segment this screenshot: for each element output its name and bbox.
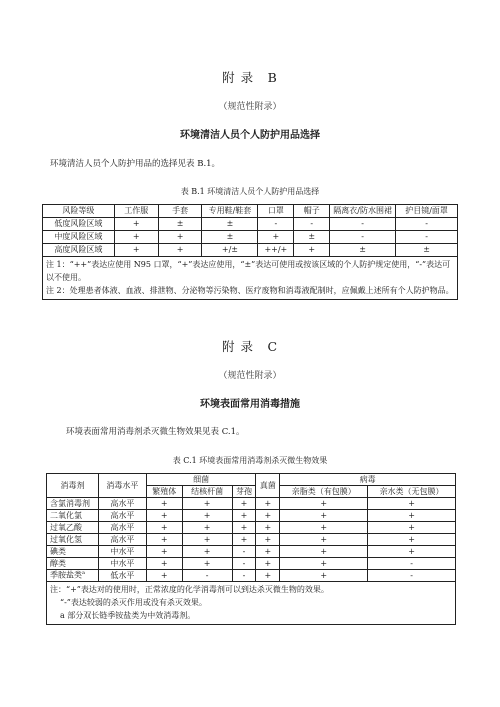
appendix-c-title: 附 录 C bbox=[221, 339, 279, 354]
table-cell: - bbox=[232, 558, 256, 570]
table-cell: + bbox=[182, 510, 232, 522]
table-cell-level: 中水平 bbox=[98, 546, 146, 558]
table-c1-subheader: 结核杆菌 bbox=[182, 486, 232, 498]
table-cell: - bbox=[396, 231, 458, 244]
table-cell: + bbox=[256, 546, 280, 558]
table-row bbox=[47, 546, 456, 558]
table-cell-name: 碘类 bbox=[47, 546, 99, 558]
table-cell: + bbox=[158, 244, 202, 257]
table-c1-note-3: a 部分双长链季铵盐类为中效消毒剂。 bbox=[60, 610, 196, 620]
table-cell-name-text: 季胺盐类 bbox=[50, 570, 82, 580]
table-cell: + bbox=[256, 522, 280, 534]
table-cell: ± bbox=[202, 231, 258, 244]
table-cell: + bbox=[280, 498, 368, 510]
table-cell: + bbox=[182, 522, 232, 534]
table-cell: + bbox=[182, 558, 232, 570]
table-c1-header: 消毒水平 bbox=[98, 474, 146, 498]
table-cell: + bbox=[368, 498, 456, 510]
table-cell: + bbox=[280, 558, 368, 570]
table-cell: + bbox=[280, 534, 368, 546]
table-cell: + bbox=[146, 546, 182, 558]
table-cell: 高度风险区域 bbox=[43, 244, 115, 257]
table-cell: + bbox=[232, 522, 256, 534]
table-cell: ++/+ bbox=[258, 244, 294, 257]
table-b1-header: 口罩 bbox=[258, 205, 294, 218]
table-cell: - bbox=[294, 218, 330, 231]
table-c1-header: 消毒剂 bbox=[47, 474, 99, 498]
table-c1-note-1: 注：“+”表达对的使用时，正常浓度的化学消毒剂可以到达杀灭微生物的效果。 bbox=[50, 585, 329, 594]
table-cell-name: 过氧乙酸 bbox=[47, 522, 99, 534]
table-cell: + bbox=[182, 534, 232, 546]
appendix-b-intro: 环境清洁人员个人防护用品的选择见表 B.1。 bbox=[50, 159, 221, 169]
table-c1-caption: 表 C.1 环境表面常用消毒剂杀灭微生物效果 bbox=[172, 456, 328, 465]
table-cell: - bbox=[232, 546, 256, 558]
table-cell: + bbox=[280, 546, 368, 558]
table-cell: + bbox=[256, 570, 280, 582]
table-b1-notes-row bbox=[43, 257, 458, 300]
table-cell: ± bbox=[202, 218, 258, 231]
table-cell: + bbox=[146, 522, 182, 534]
table-cell: + bbox=[232, 498, 256, 510]
table-cell: + bbox=[368, 510, 456, 522]
table-cell: ± bbox=[396, 244, 458, 257]
table-row bbox=[47, 558, 456, 570]
table-row bbox=[47, 534, 456, 546]
table-b1-header: 隔离衣/防水围裙 bbox=[330, 205, 396, 218]
table-cell: ± bbox=[158, 218, 202, 231]
table-b1-note-1: 注 1：“++”表达应使用 N95 口罩，“+”表达应使用，“±”表达可使用或按该区域的个人防护规定使用，“-”表达可以不使用。 bbox=[46, 260, 451, 282]
table-row bbox=[47, 510, 456, 522]
table-cell: + bbox=[256, 534, 280, 546]
table-c1-subheader: 繁殖体 bbox=[146, 486, 182, 498]
table-cell-name: 过氧化氢 bbox=[47, 534, 99, 546]
table-cell: - bbox=[368, 558, 456, 570]
table-b1-header: 工作服 bbox=[114, 205, 158, 218]
table-b1 bbox=[42, 204, 458, 300]
table-b1-header: 专用鞋/鞋套 bbox=[202, 205, 258, 218]
table-c1-subheader: 芽孢 bbox=[232, 486, 256, 498]
table-b1-header: 手套 bbox=[158, 205, 202, 218]
table-row bbox=[47, 522, 456, 534]
table-row bbox=[43, 244, 458, 257]
table-cell: + bbox=[368, 522, 456, 534]
table-c1-header: 病毒 bbox=[280, 474, 456, 486]
table-cell: + bbox=[256, 558, 280, 570]
table-cell: + bbox=[146, 570, 182, 582]
table-cell-name: 二氧化氯 bbox=[47, 510, 99, 522]
table-cell-level: 高水平 bbox=[98, 498, 146, 510]
table-b1-note-2: 注 2：处理患者体液、血液、排泄物、分泌物等污染物、医疗废物和消毒液配制时，应佩戴上述所有个人防护物品。 bbox=[46, 285, 454, 295]
table-row bbox=[47, 498, 456, 510]
appendix-c-section-title: 环境表面常用消毒措施 bbox=[200, 399, 300, 410]
table-cell: 低度风险区域 bbox=[43, 218, 115, 231]
table-c1-subheader: 亲脂类（有包膜） bbox=[280, 486, 368, 498]
appendix-b-section-title: 环境清洁人员个人防护用品选择 bbox=[180, 130, 320, 141]
table-cell: + bbox=[280, 522, 368, 534]
table-cell: + bbox=[256, 510, 280, 522]
appendix-b-title: 附 录 B bbox=[222, 70, 278, 85]
table-cell: + bbox=[182, 498, 232, 510]
table-cell: - bbox=[182, 570, 232, 582]
table-b1-header: 风险等级 bbox=[43, 205, 115, 218]
table-b1-caption: 表 B.1 环境清洁人员个人防护用品选择 bbox=[180, 187, 320, 196]
table-row bbox=[43, 231, 458, 244]
table-cell-level: 高水平 bbox=[98, 510, 146, 522]
table-b1-header: 护目镜/面罩 bbox=[396, 205, 458, 218]
table-row bbox=[43, 218, 458, 231]
table-cell: + bbox=[258, 231, 294, 244]
table-cell: + bbox=[280, 570, 368, 582]
table-c1-notes bbox=[47, 582, 456, 625]
table-cell: + bbox=[158, 231, 202, 244]
table-cell: + bbox=[232, 510, 256, 522]
table-cell: - bbox=[330, 218, 396, 231]
table-c1-header-row bbox=[47, 474, 456, 486]
table-cell-name: 醇类 bbox=[47, 558, 99, 570]
table-c1 bbox=[46, 473, 456, 625]
table-cell-level: 高水平 bbox=[98, 534, 146, 546]
table-b1-header-row bbox=[43, 205, 458, 218]
table-cell: - bbox=[232, 570, 256, 582]
table-c1-subheader: 亲水类（无包膜） bbox=[368, 486, 456, 498]
table-cell: + bbox=[114, 218, 158, 231]
table-c1-header: 细菌 bbox=[146, 474, 256, 486]
table-cell: + bbox=[232, 534, 256, 546]
table-cell: - bbox=[396, 218, 458, 231]
footnote-marker: a bbox=[82, 570, 85, 577]
table-cell: + bbox=[368, 546, 456, 558]
table-row bbox=[47, 570, 456, 582]
table-c1-note-2: “-”表达较弱的杀灭作用或没有杀灭效果。 bbox=[60, 597, 207, 607]
table-c1-notes-row bbox=[47, 582, 456, 625]
table-cell: + bbox=[294, 244, 330, 257]
table-cell: + bbox=[146, 558, 182, 570]
table-cell: + bbox=[256, 498, 280, 510]
table-cell: ± bbox=[330, 244, 396, 257]
table-cell-level: 高水平 bbox=[98, 522, 146, 534]
table-cell: + bbox=[114, 244, 158, 257]
table-cell: + bbox=[114, 231, 158, 244]
table-cell: + bbox=[146, 534, 182, 546]
table-c1-header: 真菌 bbox=[256, 474, 280, 498]
table-cell: + bbox=[182, 546, 232, 558]
table-b1-header: 帽子 bbox=[294, 205, 330, 218]
appendix-b-subtitle: （规范性附录） bbox=[218, 102, 282, 112]
table-cell: + bbox=[368, 534, 456, 546]
table-cell: - bbox=[330, 231, 396, 244]
table-cell: - bbox=[258, 218, 294, 231]
appendix-c-intro: 环境表面常用消毒剂杀灭微生物效果见表 C.1。 bbox=[66, 427, 245, 437]
table-cell: - bbox=[368, 570, 456, 582]
table-cell: 中度风险区域 bbox=[43, 231, 115, 244]
appendix-c-subtitle: （规范性附录） bbox=[218, 371, 282, 381]
table-b1-notes bbox=[43, 257, 458, 300]
table-cell: + bbox=[146, 498, 182, 510]
table-cell: + bbox=[146, 510, 182, 522]
table-cell-name bbox=[47, 570, 99, 582]
table-cell-level: 低水平 bbox=[98, 570, 146, 582]
table-cell: ± bbox=[294, 231, 330, 244]
table-cell: + bbox=[280, 510, 368, 522]
table-cell: +/± bbox=[202, 244, 258, 257]
table-cell-level: 中水平 bbox=[98, 558, 146, 570]
table-cell-name: 含氯消毒剂 bbox=[47, 498, 99, 510]
